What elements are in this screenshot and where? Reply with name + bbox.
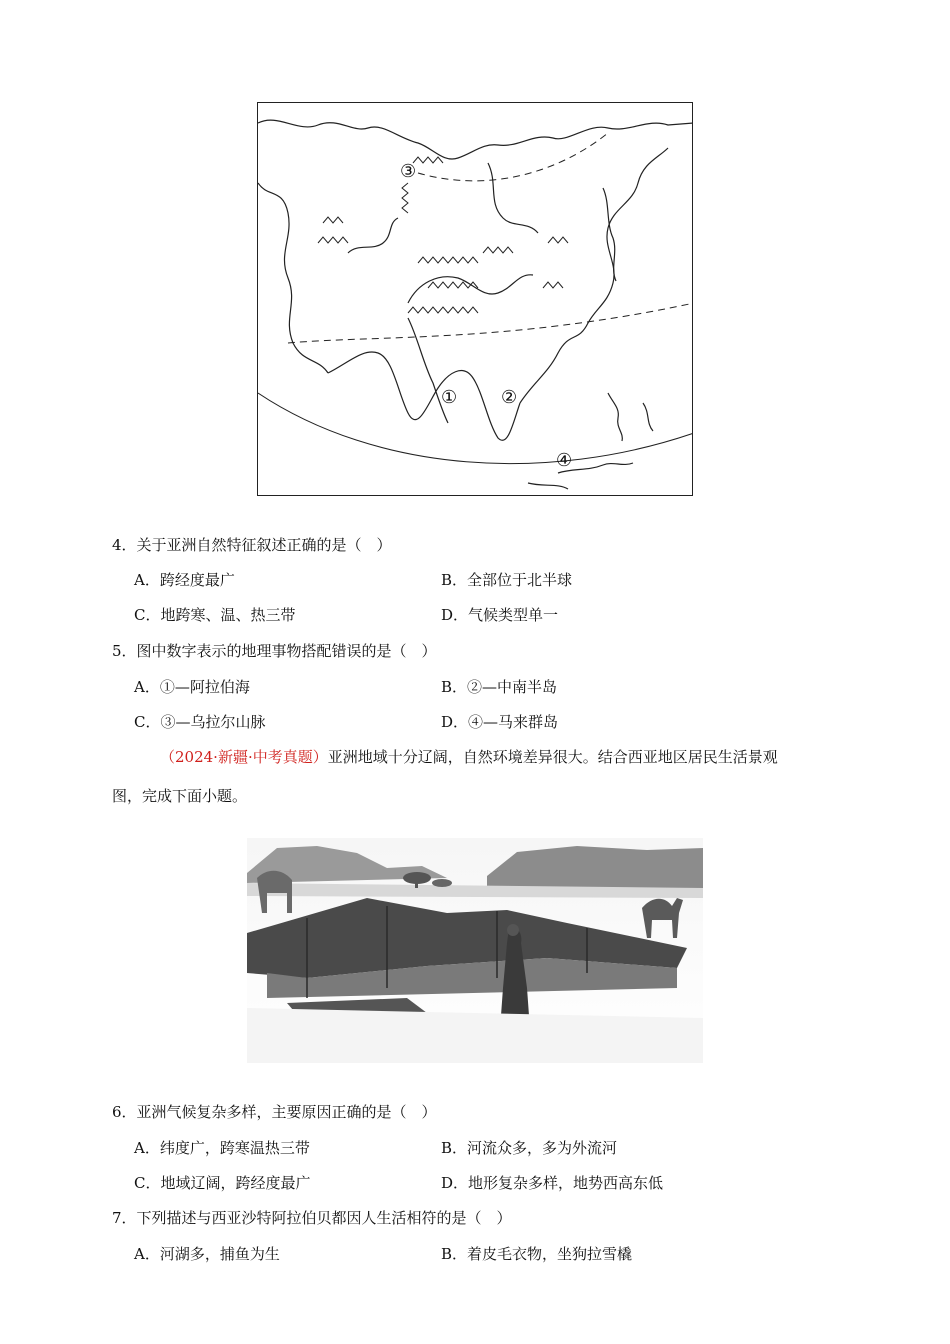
q5-option-d[interactable] [441, 712, 558, 732]
intro-line-1 [112, 747, 842, 767]
question-stem: 亚洲气候复杂多样，主要原因正确的是（ ） [136, 1103, 437, 1121]
question-stem: 图中数字表示的地理事物搭配错误的是（ ） [136, 642, 437, 660]
map-marker-3: ③ [400, 161, 417, 182]
q6-option-d[interactable] [441, 1173, 663, 1193]
question-stem: 关于亚洲自然特征叙述正确的是（ ） [136, 536, 392, 554]
option-text: ②—中南半岛 [467, 678, 558, 696]
option-letter: B． [441, 1139, 468, 1157]
question-7 [112, 1208, 512, 1228]
option-letter: C． [134, 713, 161, 731]
option-letter: B． [441, 678, 468, 696]
option-letter: D． [441, 606, 469, 624]
intro-text-1: 亚洲地域十分辽阔，自然环境差异很大。结合西亚地区居民生活景观 [327, 748, 778, 766]
option-letter: A． [134, 1245, 160, 1263]
question-number: 5． [112, 642, 137, 660]
question-number: 6． [112, 1103, 137, 1121]
q6-option-c[interactable] [134, 1173, 311, 1193]
bedouin-scene-illustration [247, 838, 703, 1063]
question-6 [112, 1102, 437, 1122]
option-text: 全部位于北半球 [467, 571, 573, 589]
question-5 [112, 641, 437, 661]
option-letter: A． [134, 1139, 160, 1157]
option-text: 地形复杂多样，地势西高东低 [468, 1174, 664, 1192]
map-marker-4: ④ [556, 450, 573, 471]
q7-option-b[interactable] [441, 1244, 632, 1264]
option-letter: C． [134, 1174, 161, 1192]
q6-option-a[interactable] [134, 1138, 310, 1158]
map-marker-2: ② [501, 387, 518, 408]
q6-option-b[interactable] [441, 1138, 617, 1158]
option-text: 纬度广，跨寒温热三带 [159, 1139, 310, 1157]
source-tag: （2024·新疆·中考真题） [160, 748, 328, 766]
option-letter: A． [134, 678, 160, 696]
q4-option-c[interactable] [134, 605, 296, 625]
question-4 [112, 535, 392, 555]
q5-option-a[interactable] [134, 677, 250, 697]
option-text: 跨经度最广 [159, 571, 235, 589]
option-letter: D． [441, 1174, 469, 1192]
question-stem: 下列描述与西亚沙特阿拉伯贝都因人生活相符的是（ ） [136, 1209, 512, 1227]
map-marker-1: ① [441, 387, 458, 408]
option-text: ①—阿拉伯海 [159, 678, 250, 696]
option-letter: B． [441, 571, 468, 589]
option-text: 地跨寒、温、热三带 [160, 606, 296, 624]
option-letter: D． [441, 713, 469, 731]
option-text: 河流众多，多为外流河 [467, 1139, 618, 1157]
option-text: 着皮毛衣物，坐狗拉雪橇 [467, 1245, 633, 1263]
intro-line-2: 图，完成下面小题。 [112, 787, 248, 805]
q5-option-c[interactable] [134, 712, 266, 732]
q4-option-b[interactable] [441, 570, 572, 590]
asia-map-drawing [258, 103, 693, 496]
q4-option-d[interactable] [441, 605, 558, 625]
q7-option-a[interactable] [134, 1244, 280, 1264]
asia-map-figure [257, 102, 693, 496]
q4-option-a[interactable] [134, 570, 235, 590]
q5-option-b[interactable] [441, 677, 557, 697]
option-text: 河湖多，捕鱼为生 [159, 1245, 280, 1263]
option-letter: A． [134, 571, 160, 589]
option-letter: C． [134, 606, 161, 624]
option-letter: B． [441, 1245, 468, 1263]
option-text: 地域辽阔，跨经度最广 [160, 1174, 311, 1192]
question-number: 4． [112, 536, 137, 554]
question-number: 7． [112, 1209, 137, 1227]
option-text: ④—马来群岛 [468, 713, 559, 731]
option-text: 气候类型单一 [468, 606, 559, 624]
scene-drawing [247, 838, 703, 1063]
option-text: ③—乌拉尔山脉 [160, 713, 266, 731]
